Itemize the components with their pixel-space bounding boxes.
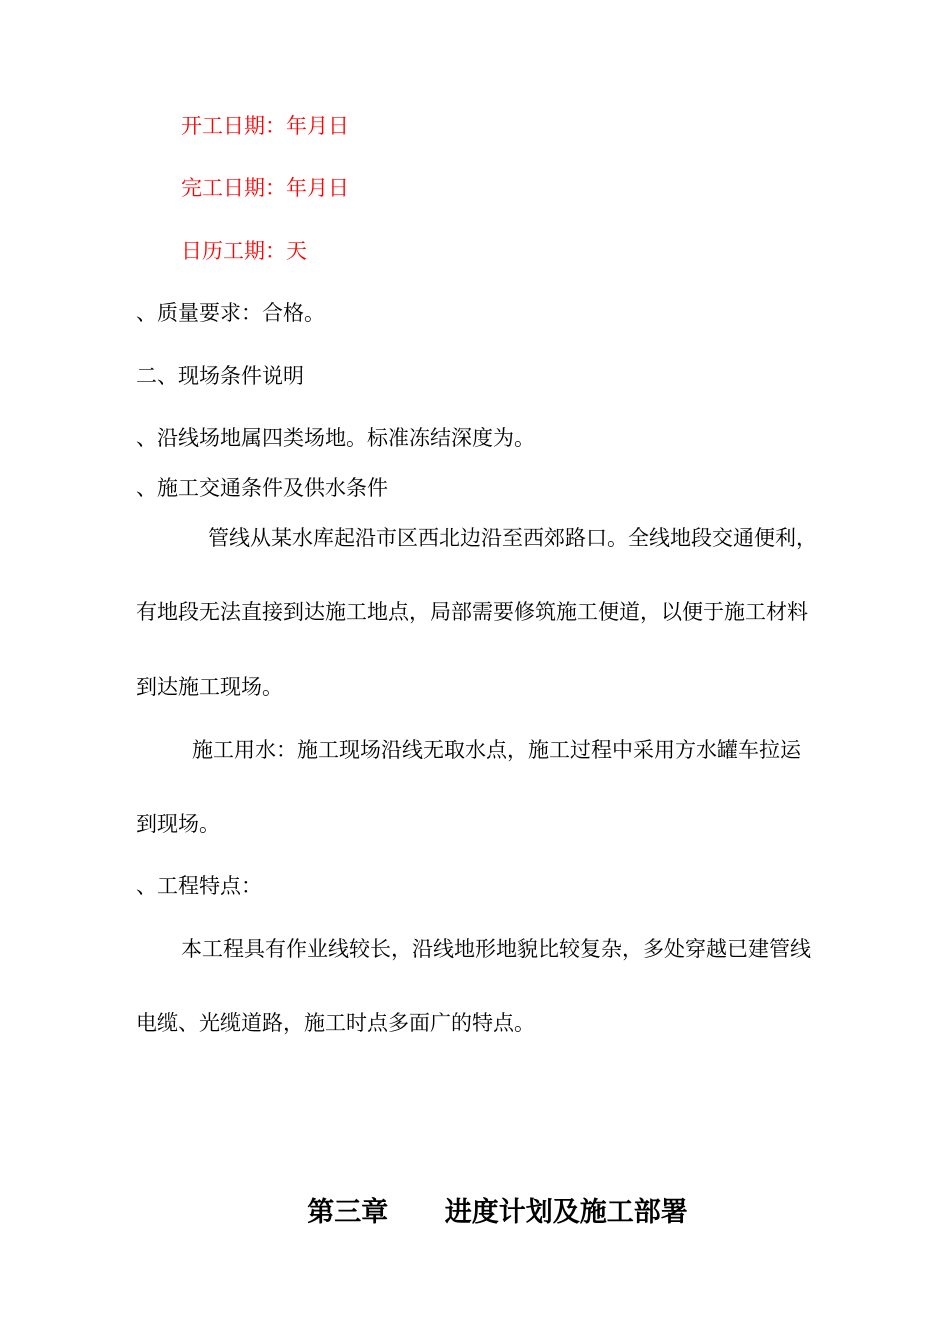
water-paragraph-line-1: 施工用水：施工现场沿线无取水点，施工过程中采用方水罐车拉运 [192,738,801,762]
traffic-water-item: 、施工交通条件及供水条件 [136,476,388,500]
traffic-paragraph-line-3: 到达施工现场。 [136,675,283,699]
features-heading: 、工程特点： [136,874,262,898]
end-date-line: 完工日期：年月日 [181,176,349,200]
traffic-paragraph-line-2: 有地段无法直接到达施工地点，局部需要修筑施工便道，以便于施工材料 [136,600,808,624]
water-paragraph-line-2: 到现场。 [136,812,220,836]
site-conditions-heading: 二、现场条件说明 [136,364,304,388]
chapter-title: 第三章 进度计划及施工部署 [307,1197,688,1228]
start-date-line: 开工日期：年月日 [181,114,349,138]
calendar-days-line: 日历工期：天 [181,239,307,263]
site-class-item: 、沿线场地属四类场地。标准冻结深度为。 [136,426,535,450]
features-paragraph-line-1: 本工程具有作业线较长，沿线地形地貌比较复杂，多处穿越已建管线 [181,937,811,961]
traffic-paragraph-line-1: 管线从某水库起沿市区西北边沿至西郊路口。全线地段交通便利， [208,526,817,550]
quality-requirement: 、质量要求：合格。 [136,301,325,325]
features-paragraph-line-2: 电缆、光缆道路，施工时点多面广的特点。 [136,1011,535,1035]
